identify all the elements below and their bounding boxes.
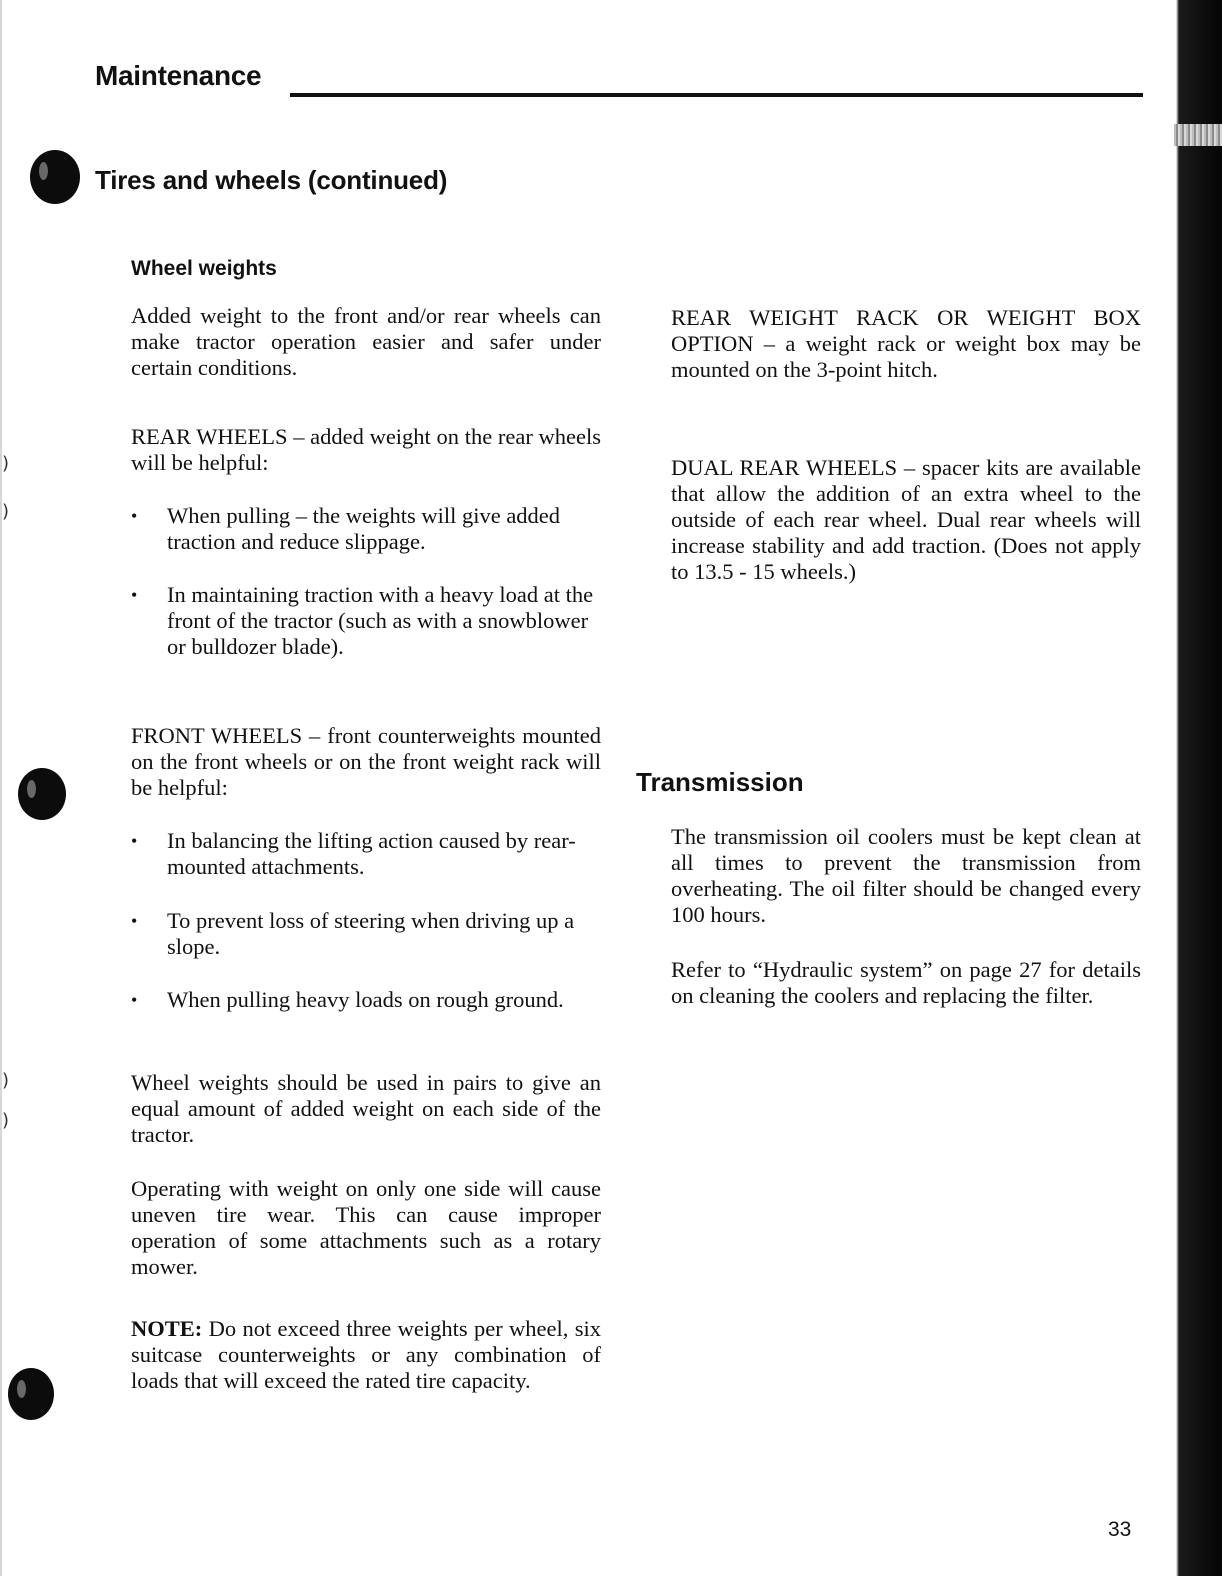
pairs-paragraph: Wheel weights should be used in pairs to give an equal amount of added weight on each side of the tractor. (131, 1070, 601, 1147)
dual-rear-paragraph: DUAL REAR WHEELS – spacer kits are available that allow the addition of an extra wheel to the outside of each rear wheel. Dual rear wheels will increase stability and add traction. (Does not apply to 13.5 - 15 wheels.) (671, 455, 1141, 584)
note-text: Do not exceed three weights per wheel, six suitcase counterweights or any combination of loads that will exceed the rated tire capacity. (131, 1316, 601, 1393)
title-rule (290, 93, 1143, 97)
scan-edge-speckle (1174, 124, 1222, 146)
bullet-text: In maintaining traction with a heavy load at the front of the tractor (such as with a snowblower or bulldozer blade). (167, 582, 594, 659)
binding-mark: ) (2, 501, 10, 522)
bullet-icon: • (131, 831, 138, 851)
transmission-paragraph: The transmission oil coolers must be kept clean at all times to prevent the transmission from overheating. The oil filter should be changed every 100 hours. (671, 824, 1141, 927)
binding-mark: ) (2, 1110, 10, 1131)
bullet-text: When pulling heavy loads on rough ground. (167, 987, 564, 1012)
bullet-icon: • (131, 506, 138, 526)
binder-hole-bottom (8, 1368, 54, 1420)
page-title: Maintenance (95, 60, 262, 91)
bullet-text: In balancing the lifting action caused by rear-mounted attachments. (167, 828, 576, 879)
one-side-paragraph: Operating with weight on only one side will cause uneven tire wear. This can cause improper operation of some attachments such as a rotary mower. (131, 1176, 601, 1279)
transmission-heading: Transmission (636, 767, 804, 797)
bullet-icon: • (131, 911, 138, 931)
bullet-text: When pulling – the weights will give added traction and reduce slippage. (167, 503, 561, 554)
scan-right-edge (1170, 0, 1222, 1576)
wheel-weights-heading: Wheel weights (131, 257, 277, 280)
binding-mark: ) (2, 453, 10, 474)
binder-hole-top (30, 150, 80, 204)
note-label: NOTE: (131, 1316, 203, 1341)
page-number: 33 (1108, 1518, 1132, 1541)
section-title: Tires and wheels (continued) (95, 165, 448, 195)
binder-hole-middle (18, 768, 66, 820)
rear-rack-paragraph: REAR WEIGHT RACK OR WEIGHT BOX OPTION – a weight rack or weight box may be mounted on the 3-point hitch. (671, 305, 1141, 382)
binding-mark: ) (2, 1070, 10, 1091)
bullet-icon: • (131, 990, 138, 1010)
bullet-icon: • (131, 585, 138, 605)
rear-wheels-paragraph: REAR WHEELS – added weight on the rear wheels will be helpful: (131, 424, 601, 475)
note-paragraph (131, 1316, 601, 1394)
bullet-text: To prevent loss of steering when driving up a slope. (167, 908, 575, 959)
scan-left-edge (0, 0, 2, 1576)
refer-paragraph: Refer to “Hydraulic system” on page 27 for details on cleaning the coolers and replacing the filter. (671, 957, 1141, 1008)
wheel-weights-intro: Added weight to the front and/or rear wheels can make tractor operation easier and safer under certain conditions. (131, 303, 601, 380)
front-wheels-paragraph: FRONT WHEELS – front counterweights mounted on the front wheels or on the front weight rack will be helpful: (131, 723, 601, 800)
